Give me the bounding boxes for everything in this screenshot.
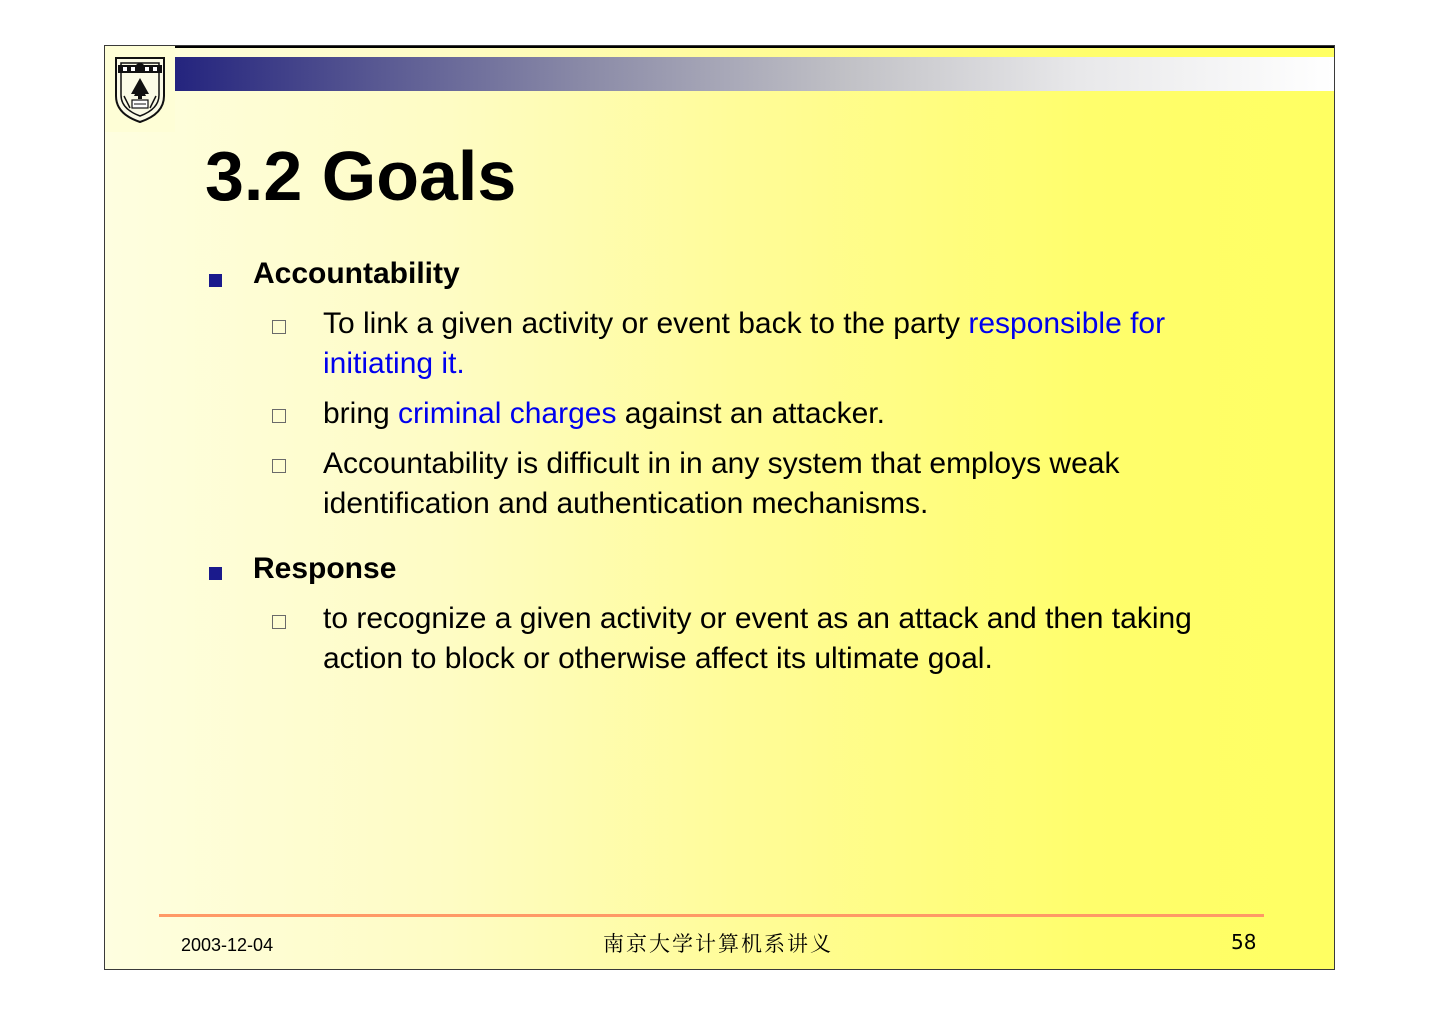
section-heading-response: Response bbox=[253, 552, 397, 585]
list-item: To link a given activity or event back to the party responsible for initiating it. bbox=[323, 307, 1166, 380]
slide-title: 3.2 Goals bbox=[205, 137, 517, 215]
hollow-square-icon bbox=[272, 409, 286, 423]
hollow-square-icon bbox=[272, 459, 286, 473]
filled-square-icon bbox=[209, 274, 222, 287]
footer-course-title: 南京大学计算机系讲义 bbox=[603, 932, 833, 956]
list-item: bring criminal charges against an attacker. bbox=[323, 397, 885, 430]
title-gradient-bar bbox=[175, 57, 1334, 91]
page-number: 58 bbox=[1231, 930, 1257, 954]
list-item: Accountability is difficult in in any system that employs weak identification and authentication mechanisms. bbox=[323, 447, 1120, 520]
section-heading-accountability: Accountability bbox=[253, 257, 460, 290]
filled-square-icon bbox=[209, 567, 222, 580]
logo bbox=[105, 46, 175, 132]
hollow-square-icon bbox=[272, 615, 286, 629]
hollow-square-icon bbox=[272, 320, 286, 334]
top-rule bbox=[175, 46, 1334, 48]
slide bbox=[104, 45, 1335, 970]
footer-rule bbox=[159, 914, 1264, 917]
nanjing-university-seal-icon bbox=[110, 52, 170, 126]
list-item: to recognize a given activity or event as an attack and then taking action to block or otherwise affect its ultimate goal. bbox=[323, 602, 1192, 675]
footer-date: 2003-12-04 bbox=[181, 935, 274, 955]
